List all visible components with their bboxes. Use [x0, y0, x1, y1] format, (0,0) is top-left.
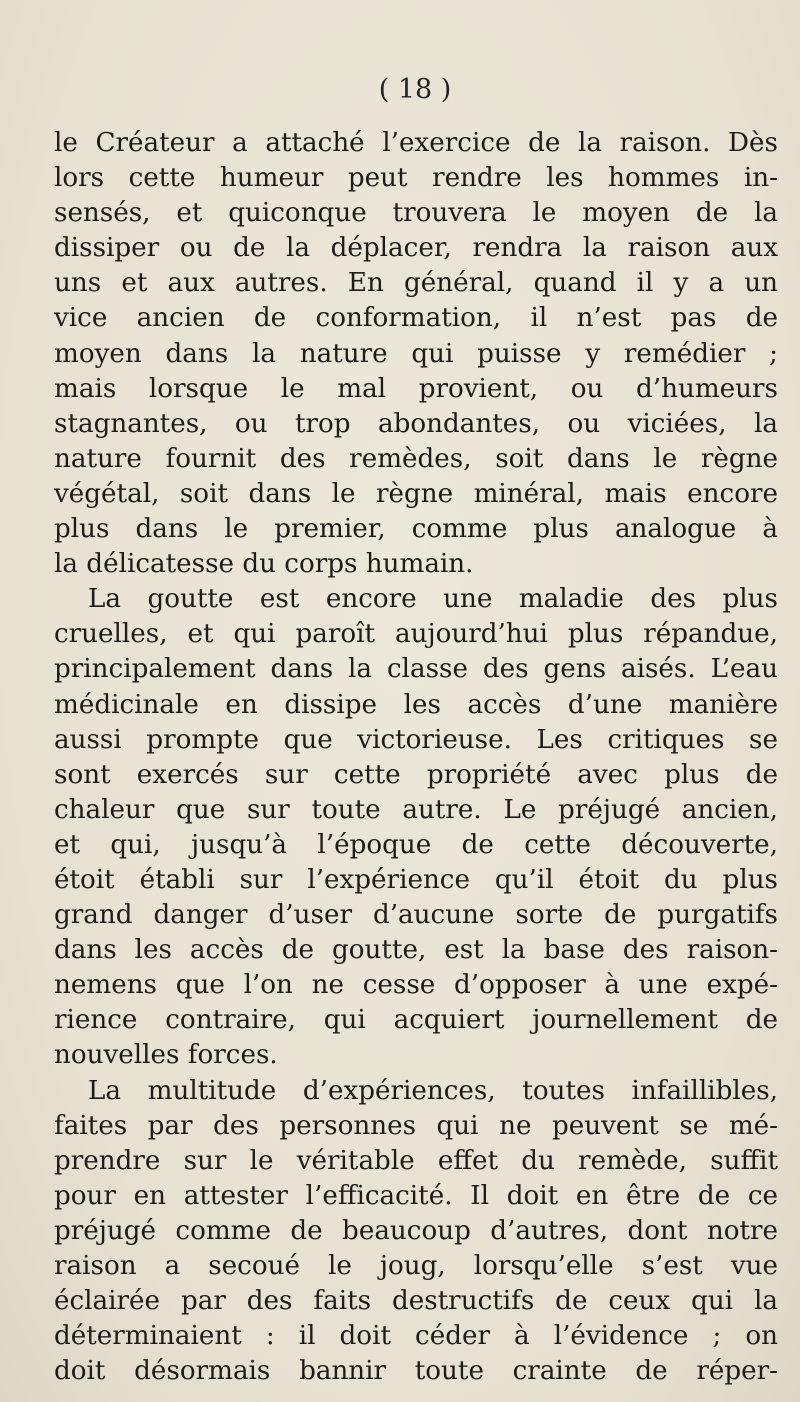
text-line: prendre sur le véritable effet du remède, suffit	[54, 1145, 778, 1176]
text-line: déterminaient : il doit céder à l’évidence ; on	[54, 1321, 778, 1352]
text-line: doit désormais bannir toute crainte de réper-	[54, 1356, 778, 1387]
text-line: nouvelles forces.	[54, 1040, 278, 1071]
text-line: nature fournit des remèdes, soit dans le règne	[54, 443, 778, 474]
text-line: La multitude d’expériences, toutes infaillibles,	[88, 1075, 778, 1106]
text-line: principalement dans la classe des gens aisés. L’eau	[54, 654, 778, 685]
text-line: grand danger d’user d’aucune sorte de purgatifs	[54, 900, 778, 931]
text-line: préjugé comme de beaucoup d’autres, dont notre	[54, 1215, 778, 1246]
text-line: le Créateur a attaché l’exercice de la raison. Dès	[54, 128, 778, 158]
body-text	[54, 126, 778, 1389]
text-line: chaleur que sur toute autre. Le préjugé ancien,	[54, 794, 778, 825]
text-line: éclairée par des faits destructifs de ceux qui la	[54, 1286, 778, 1317]
text-line: et qui, jusqu’à l’époque de cette découverte,	[54, 829, 778, 860]
text-line: raison a secoué le joug, lorsqu’elle s’est vue	[54, 1251, 778, 1281]
text-line: sont exercés sur cette propriété avec plus de	[54, 759, 778, 790]
text-line: végétal, soit dans le règne minéral, mais encore	[54, 478, 778, 509]
text-line: cruelles, et qui paroît aujourd’hui plus répandue,	[54, 619, 778, 650]
text-line: la délicatesse du corps humain.	[54, 549, 474, 580]
text-line: stagnantes, ou trop abondantes, ou viciées, la	[54, 408, 778, 439]
text-line: étoit établi sur l’expérience qu’il étoit du plus	[54, 864, 778, 895]
text-line: mais lorsque le mal provient, ou d’humeurs	[54, 373, 778, 404]
text-line: vice ancien de conformation, il n’est pas de	[54, 303, 778, 334]
text-line: pour en attester l’efficacité. Il doit en être de ce	[54, 1180, 778, 1211]
text-line: sensés, et quiconque trouvera le moyen de la	[54, 198, 778, 229]
page-number: ( 18 )	[378, 74, 452, 105]
text-line: La goutte est encore une maladie des plus	[88, 584, 778, 615]
text-line: lors cette humeur peut rendre les hommes in-	[54, 163, 778, 194]
text-line: dissiper ou de la déplacer, rendra la raison aux	[54, 233, 778, 264]
text-line: nemens que l’on ne cesse d’opposer à une expé-	[54, 970, 778, 1001]
text-line: médicinale en dissipe les accès d’une manière	[54, 689, 778, 720]
text-line: plus dans le premier, comme plus analogue à	[54, 514, 778, 545]
text-line: rience contraire, qui acquiert journellement de	[54, 1005, 778, 1036]
text-line: uns et aux autres. En général, quand il y a un	[54, 268, 778, 299]
text-line: dans les accès de goutte, est la base des raison-	[54, 935, 778, 966]
text-line: moyen dans la nature qui puisse y remédier ;	[54, 338, 778, 369]
text-line: faites par des personnes qui ne peuvent se mé-	[54, 1110, 778, 1141]
text-line: aussi prompte que victorieuse. Les critiques se	[54, 724, 778, 755]
